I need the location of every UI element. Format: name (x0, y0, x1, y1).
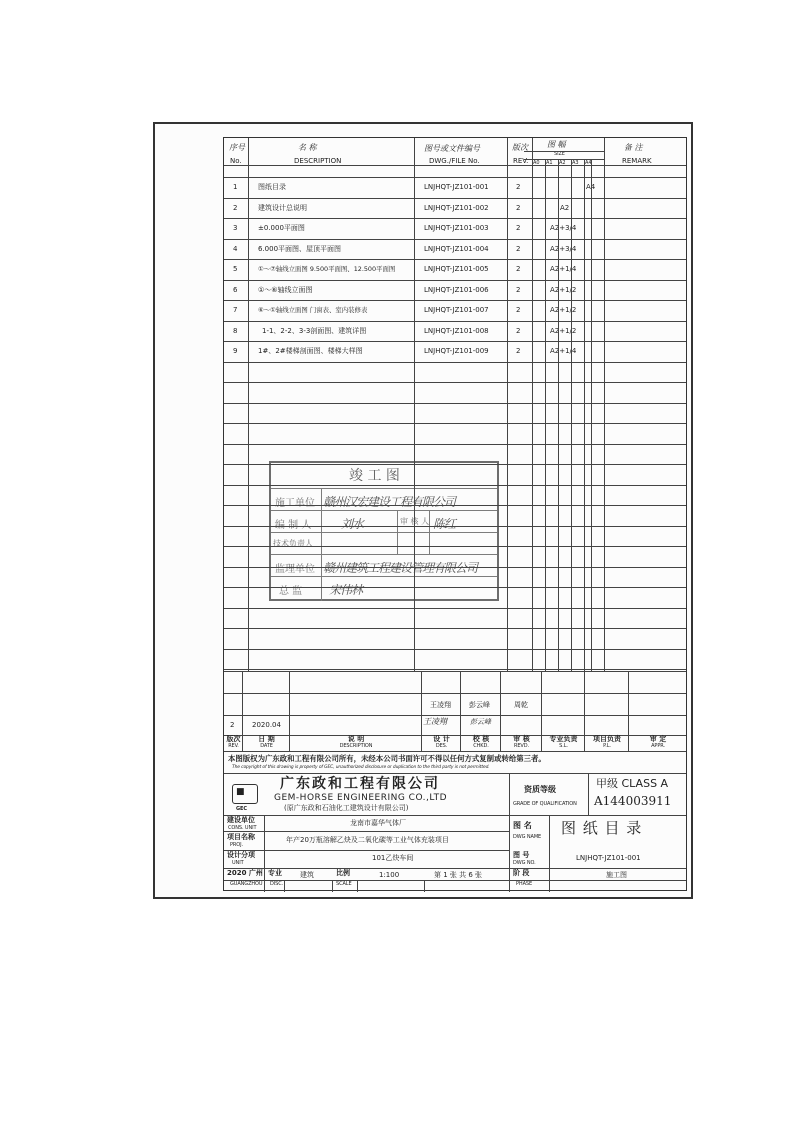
project-label-cn: 项目名称 (227, 833, 255, 841)
row-no: 2 (233, 204, 238, 212)
size-a2: A2 (559, 160, 566, 166)
revision-col-date: 日 期 DATE (258, 735, 275, 749)
stamp-signature-compiler: 刘水 (341, 517, 364, 531)
row-no: 4 (233, 245, 238, 253)
row-size: A2+1/2 (550, 306, 577, 314)
row-size: A2 (560, 204, 570, 212)
size-a1: A1 (546, 160, 553, 166)
revision-col-description: 说 明 DESCRIPTION (339, 735, 373, 749)
row-rev: 2 (516, 224, 521, 232)
revision-col-rev: 版次 REV. (226, 735, 241, 749)
row-file-no: LNJHQT-JZ101-003 (424, 224, 489, 232)
row-description: ±0.000平面图 (258, 224, 305, 232)
phase-label-en: PHASE (516, 881, 533, 887)
header-size-en: SIZE (554, 151, 565, 157)
row-file-no: LNJHQT-JZ101-009 (424, 347, 489, 355)
revision-number: 2 (230, 721, 235, 729)
header-file-cn: 图号或文件编号 (424, 144, 480, 153)
row-file-no: LNJHQT-JZ101-001 (424, 183, 489, 191)
row-rev: 2 (516, 347, 521, 355)
revision-col-sl: 专业负责 S.L. (549, 735, 578, 749)
stamp-label-reviewer: 审 核 人 (400, 517, 430, 526)
header-rev-cn: 版次 (512, 143, 528, 152)
row-no: 5 (233, 265, 238, 273)
dwg-name-label-en: DWG NAME (513, 834, 542, 840)
revision-reviewer-name: 周乾 (514, 701, 528, 709)
row-description: 图纸目录 (258, 183, 286, 191)
company-logo-text: GEC (236, 806, 247, 812)
scale-value: 1:100 (379, 871, 400, 879)
row-rev: 2 (516, 265, 521, 273)
row-description: ⑥～①轴线立面图 门窗表、室内装修表 (258, 306, 368, 314)
phase-value: 施工图 (606, 871, 627, 879)
stamp-label-compiler: 编 制 人 (275, 520, 312, 531)
grade-label-cn: 资质等级 (524, 785, 556, 794)
as-built-stamp (269, 461, 499, 601)
header-size-cn: 图 幅 (547, 140, 566, 149)
header-remark-cn: 备 注 (624, 143, 643, 152)
stamp-label-supervisor: 监理单位 (275, 564, 315, 575)
revision-designer-name: 王凌翔 (430, 701, 451, 709)
dwg-name-label-cn: 图 名 (513, 821, 532, 830)
stamp-signature-contractor: 赣州汉宏建设工程有限公司 (323, 495, 456, 509)
company-name-cn: 广东政和工程有限公司 (280, 776, 440, 792)
header-no-en: No. (230, 157, 242, 165)
discipline-value: 建筑 (300, 871, 314, 879)
scale-label-en: SCALE (336, 881, 352, 887)
row-rev: 2 (516, 183, 521, 191)
stamp-signature-reviewer: 陈红 (433, 517, 456, 531)
row-rev: 2 (516, 204, 521, 212)
certificate-number: A144003911 (594, 794, 672, 808)
stamp-label-tech: 技术负责人 (273, 539, 313, 548)
revision-date: 2020.04 (252, 721, 281, 729)
row-size: A2+1/4 (550, 265, 577, 273)
header-desc-cn: 名 称 (298, 143, 317, 152)
row-no: 1 (233, 183, 238, 191)
header-remark-en: REMARK (622, 157, 652, 165)
row-file-no: LNJHQT-JZ101-006 (424, 286, 489, 294)
drawing-sheet (153, 122, 693, 899)
row-file-no: LNJHQT-JZ101-008 (424, 327, 489, 335)
size-a0: A0 (533, 160, 540, 166)
row-no: 9 (233, 347, 238, 355)
stamp-title: 竣 工 图 (349, 468, 400, 484)
city-year: 2020 广州 (227, 869, 263, 877)
drawing-list-frame (223, 137, 687, 891)
revision-checker-signature: 彭云峰 (470, 718, 491, 726)
cons-unit-label-cn: 建设单位 (227, 816, 255, 824)
row-rev: 2 (516, 245, 521, 253)
stamp-label-contractor: 施工单位 (275, 498, 315, 509)
sub-item-label-cn: 设计分项 (227, 851, 255, 859)
header-no-cn: 序号 (229, 143, 245, 152)
grade-label-en: GRADE OF QUALIFICATION (513, 801, 577, 807)
project-value: 年产20万瓶溶解乙炔及二氧化碳等工业气体充装项目 (286, 836, 449, 844)
row-description: 6.000平面图、屋顶平面图 (258, 245, 342, 253)
scale-label-cn: 比例 (336, 869, 350, 877)
city-en: GUANGZHOU (230, 881, 263, 887)
dwg-no-label-cn: 图 号 (513, 851, 530, 859)
stamp-label-chief: 总 监 (279, 586, 303, 597)
row-rev: 2 (516, 286, 521, 294)
row-description: ①～⑦轴线立面图 9.500平面图、12.500平面图 (258, 265, 396, 273)
cons-unit-value: 龙南市嘉华气体厂 (350, 819, 406, 827)
discipline-label-en: DISC. (270, 881, 284, 887)
revision-checker-name: 彭云峰 (469, 701, 490, 709)
copyright-cn: 本图版权为广东政和工程有限公司所有，未经本公司书面许可不得以任何方式复制或转给第三者。 (228, 754, 546, 763)
header-file-en: DWG./FILE No. (429, 157, 480, 165)
cons-unit-label-en: CONS. UNIT (228, 825, 257, 831)
copyright-en: The copyright of this drawing is property of GEC, unauthorized disclosure or duplication to the third party is not permitted. (232, 765, 490, 770)
dwg-no-label-en: DWG NO. (513, 860, 536, 866)
revision-col-chkd: 校 核 CHKD. (472, 735, 490, 749)
project-label-en: PROJ. (230, 842, 243, 848)
dwg-name-value: 图 纸 目 录 (561, 819, 643, 837)
row-no: 7 (233, 306, 238, 314)
stamp-signature-supervisor: 赣州建筑工程建设管理有限公司 (323, 561, 478, 575)
row-file-no: LNJHQT-JZ101-007 (424, 306, 489, 314)
header-rev-en: REV. (513, 157, 529, 165)
discipline-label-cn: 专业 (268, 869, 282, 877)
revision-col-appr: 审 定 APPR. (649, 735, 667, 749)
row-no: 6 (233, 286, 238, 294)
row-no: 8 (233, 327, 238, 335)
company-name-en: GEM-HORSE ENGINEERING CO.,LTD (274, 793, 448, 803)
row-description: 1-1、2-2、3-3剖面图、建筑详图 (262, 327, 367, 335)
grade-value: 甲级 CLASS A (596, 777, 669, 790)
revision-col-pl: 项目负责 P.L. (593, 735, 621, 749)
row-size: A2+1/2 (550, 327, 577, 335)
sub-item-label-en: UNIT (232, 860, 244, 866)
row-rev: 2 (516, 306, 521, 314)
sheet-count: 第 1 张 共 6 张 (434, 871, 483, 879)
row-size: A2+1/2 (550, 286, 577, 294)
row-file-no: LNJHQT-JZ101-004 (424, 245, 489, 253)
row-rev: 2 (516, 327, 521, 335)
row-description: ①～⑥轴线立面图 (258, 286, 313, 294)
header-desc-en: DESCRIPTION (294, 157, 342, 165)
row-no: 3 (233, 224, 238, 232)
row-size: A4 (586, 183, 596, 191)
sub-item-value: 101乙炔车间 (372, 854, 414, 862)
row-description: 建筑设计总说明 (258, 204, 307, 212)
gec-logo-icon: ■ (232, 784, 258, 804)
size-a3: A3 (572, 160, 579, 166)
row-file-no: LNJHQT-JZ101-002 (424, 204, 489, 212)
dwg-no-value: LNJHQT-JZ101-001 (576, 854, 641, 862)
row-size: A2+3/4 (550, 224, 577, 232)
size-a4: A4 (585, 160, 592, 166)
revision-designer-signature: 王凌翔 (423, 717, 447, 726)
phase-label-cn: 阶 段 (513, 869, 530, 877)
revision-col-des: 设 计 DES. (433, 735, 450, 749)
row-size: A2+1/4 (550, 347, 577, 355)
row-size: A2+3/4 (550, 245, 577, 253)
revision-col-revd: 审 核 REVD. (513, 735, 530, 749)
company-former-name: (原广东政和石油化工建筑设计有限公司) (284, 804, 409, 812)
stamp-signature-chief: 宋伟林 (329, 583, 363, 597)
row-description: 1#、2#楼梯剖面图、楼梯大样图 (258, 347, 363, 355)
row-file-no: LNJHQT-JZ101-005 (424, 265, 489, 273)
